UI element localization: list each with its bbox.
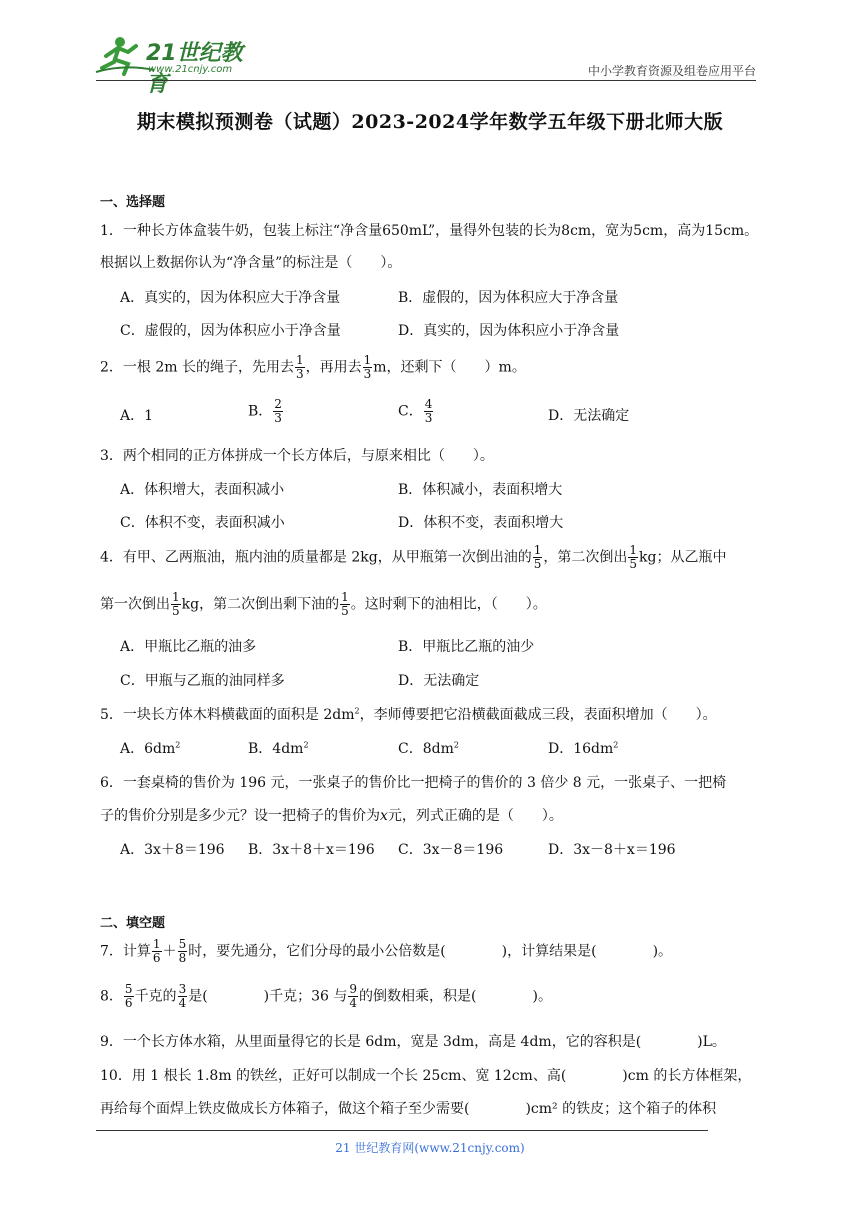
question-1-line-1: 1．一种长方体盒装牛奶，包装上标注“净含量650mL”，量得外包装的长为8cm，宽为5cm，高为15cm。 bbox=[100, 223, 759, 239]
question-4-line-1 bbox=[100, 544, 726, 571]
question-1-option-a: A．真实的，因为体积应大于净含量 bbox=[120, 290, 341, 306]
numerator: 4 bbox=[424, 397, 433, 411]
question-6-option-d: D．3x－8＋x＝196 bbox=[548, 842, 676, 858]
question-5-text-2: ，李师傅要把它沿横截面截成三段，表面积增加（ ）。 bbox=[359, 707, 717, 723]
question-8-stem bbox=[100, 983, 552, 1010]
denominator: 4 bbox=[349, 996, 358, 1010]
question-8-text-1: 8． bbox=[100, 988, 123, 1005]
question-2-option-c bbox=[398, 398, 434, 425]
question-2-text-3: m，还剩下（ ）m。 bbox=[373, 359, 526, 376]
numerator: 1 bbox=[629, 543, 637, 557]
superscript: 2 bbox=[303, 740, 309, 750]
variable-x: x bbox=[380, 808, 388, 824]
question-2-stem bbox=[100, 354, 526, 381]
fraction bbox=[628, 544, 638, 571]
numerator: 1 bbox=[533, 543, 542, 557]
site-logo bbox=[94, 34, 264, 97]
denominator: 3 bbox=[363, 367, 372, 381]
question-4-line-2 bbox=[100, 591, 547, 618]
question-3-stem: 3．两个相同的正方体拼成一个长方体后，与原来相比（ ）。 bbox=[100, 448, 494, 464]
question-2-text-1: 2．一根 2m 长的绳子，先用去 bbox=[100, 359, 294, 376]
denominator: 3 bbox=[296, 367, 304, 381]
fraction bbox=[152, 938, 162, 965]
question-7-text-2: ＋ bbox=[162, 943, 177, 960]
question-9-stem: 9．一个长方体水箱，从里面量得它的长是 6dm，宽是 3dm，高是 4dm，它的容积是( )L。 bbox=[100, 1034, 726, 1050]
question-10-line-2: 再给每个面焊上铁皮做成长方体箱子，做这个箱子至少需要( )cm² 的铁皮；这个箱子的体积 bbox=[100, 1101, 717, 1117]
option-text: D．16dm bbox=[548, 741, 614, 757]
superscript: 2 bbox=[453, 740, 459, 750]
question-5-option-c bbox=[398, 738, 459, 758]
fraction bbox=[178, 983, 188, 1010]
denominator: 8 bbox=[178, 951, 187, 965]
question-5-stem bbox=[100, 704, 717, 724]
fraction bbox=[348, 983, 358, 1010]
question-8-text-4: 的倒数相乘，积是( )。 bbox=[359, 988, 552, 1005]
question-5-text-1: 5．一块长方体木料横截面的面积是 2dm bbox=[100, 707, 355, 723]
fraction bbox=[124, 983, 134, 1010]
question-6-option-a: A．3x＋8＝196 bbox=[120, 842, 225, 858]
question-4-text-3: kg；从乙瓶中 bbox=[639, 549, 727, 566]
fraction bbox=[171, 591, 181, 618]
superscript: 2 bbox=[354, 706, 360, 716]
question-4-option-d: D．无法确定 bbox=[398, 673, 480, 689]
question-4-text-4: 第一次倒出 bbox=[100, 596, 170, 613]
section-heading-choice: 一、选择题 bbox=[100, 195, 166, 210]
question-3-option-d: D．体积不变，表面积增大 bbox=[398, 515, 564, 531]
denominator: 6 bbox=[124, 996, 133, 1010]
question-8-text-3: 是( )千克；36 与 bbox=[188, 988, 348, 1005]
numerator: 1 bbox=[296, 353, 304, 367]
question-5-option-b bbox=[248, 738, 309, 758]
site-name: 中小学教育资源及组卷应用平台 bbox=[587, 64, 756, 78]
question-6-text-1: 子的售价分别是多少元？设一把椅子的售价为 bbox=[100, 808, 380, 824]
denominator: 3 bbox=[424, 411, 433, 425]
question-4-option-c: C．甲瓶与乙瓶的油同样多 bbox=[120, 673, 285, 689]
fraction bbox=[340, 591, 350, 618]
document-title: 期末模拟预测卷（试题）2023-2024学年数学五年级下册北师大版 bbox=[136, 111, 724, 133]
question-6-text-2: 元，列式正确的是（ ）。 bbox=[387, 808, 563, 824]
section-heading-fill: 二、填空题 bbox=[100, 916, 166, 931]
denominator: 6 bbox=[152, 951, 161, 965]
question-1-option-d: D．真实的，因为体积应小于净含量 bbox=[398, 323, 620, 339]
option-text: B．4dm bbox=[248, 741, 304, 757]
numerator: 1 bbox=[341, 590, 349, 604]
option-label: C． bbox=[398, 403, 423, 420]
option-text: C．8dm bbox=[398, 741, 454, 757]
question-3-option-a: A．体积增大，表面积减小 bbox=[120, 482, 285, 498]
logo-text: 21世纪教育 bbox=[146, 41, 243, 97]
question-2-text-2: ，再用去 bbox=[305, 359, 362, 376]
question-4-option-b: B．甲瓶比乙瓶的油少 bbox=[398, 639, 535, 655]
question-7-text-3: 时，要先通分，它们分母的最小公倍数是( )，计算结果是( )。 bbox=[188, 943, 673, 960]
question-6-option-c: C．3x－8＝196 bbox=[398, 842, 504, 858]
footer-text: 21 世纪教育网(www.21cnjy.com) bbox=[335, 1141, 525, 1155]
superscript: 2 bbox=[613, 740, 619, 750]
question-4-text-5: kg，第二次倒出剩下油的 bbox=[181, 596, 340, 613]
superscript: 2 bbox=[175, 740, 181, 750]
question-5-option-a bbox=[120, 738, 180, 758]
denominator: 5 bbox=[341, 604, 349, 618]
fraction bbox=[178, 938, 188, 965]
question-3-option-c: C．体积不变，表面积减小 bbox=[120, 515, 285, 531]
numerator: 5 bbox=[178, 937, 187, 951]
question-8-text-2: 千克的 bbox=[134, 988, 177, 1005]
question-4-text-1: 4．有甲、乙两瓶油，瓶内油的质量都是 2kg，从甲瓶第一次倒出油的 bbox=[100, 549, 532, 566]
question-2-option-b bbox=[248, 398, 284, 425]
question-2-option-d: D．无法确定 bbox=[548, 408, 630, 424]
denominator: 5 bbox=[629, 557, 637, 571]
option-text: A．6dm bbox=[120, 741, 176, 757]
numerator: 9 bbox=[349, 982, 358, 996]
question-4-text-2: ，第二次倒出 bbox=[543, 549, 628, 566]
question-7-stem bbox=[100, 938, 672, 965]
header-divider bbox=[96, 80, 756, 81]
question-7-text-1: 7．计算 bbox=[100, 943, 151, 960]
logo-url: www.21cnjy.com bbox=[148, 64, 233, 75]
option-label: B． bbox=[248, 403, 273, 420]
denominator: 3 bbox=[274, 411, 282, 425]
question-5-option-d bbox=[548, 738, 618, 758]
question-4-option-a: A．甲瓶比乙瓶的油多 bbox=[120, 639, 257, 655]
numerator: 5 bbox=[124, 982, 133, 996]
numerator: 1 bbox=[172, 590, 180, 604]
fraction bbox=[363, 354, 373, 381]
denominator: 5 bbox=[172, 604, 180, 618]
question-2-option-a: A．1 bbox=[120, 408, 154, 424]
question-1-option-c: C．虚假的，因为体积应小于净含量 bbox=[120, 323, 341, 339]
footer-divider bbox=[96, 1130, 708, 1131]
question-10-line-1: 10．用 1 根长 1.8m 的铁丝，正好可以制成一个长 25cm、宽 12cm、高( )cm 的长方体框架， bbox=[100, 1068, 752, 1084]
question-6-option-b: B．3x＋8＋x＝196 bbox=[248, 842, 375, 858]
question-3-option-b: B．体积减小，表面积增大 bbox=[398, 482, 563, 498]
numerator: 1 bbox=[363, 353, 372, 367]
question-6-line-2 bbox=[100, 805, 563, 825]
question-1-line-2: 根据以上数据你认为“净含量”的标注是（ ）。 bbox=[100, 255, 402, 271]
denominator: 4 bbox=[178, 996, 187, 1010]
denominator: 5 bbox=[533, 557, 542, 571]
numerator: 3 bbox=[178, 982, 187, 996]
fraction bbox=[273, 398, 283, 425]
numerator: 1 bbox=[152, 937, 161, 951]
numerator: 2 bbox=[274, 397, 282, 411]
question-6-line-1: 6．一套桌椅的售价为 196 元，一张桌子的售价比一把椅子的售价的 3 倍少 8 元，一张桌子、一把椅 bbox=[100, 775, 727, 791]
question-4-text-6: 。这时剩下的油相比，（ ）。 bbox=[350, 596, 547, 613]
fraction bbox=[295, 354, 305, 381]
question-1-option-b: B．虚假的，因为体积应大于净含量 bbox=[398, 290, 619, 306]
fraction bbox=[533, 544, 543, 571]
fraction bbox=[424, 398, 434, 425]
